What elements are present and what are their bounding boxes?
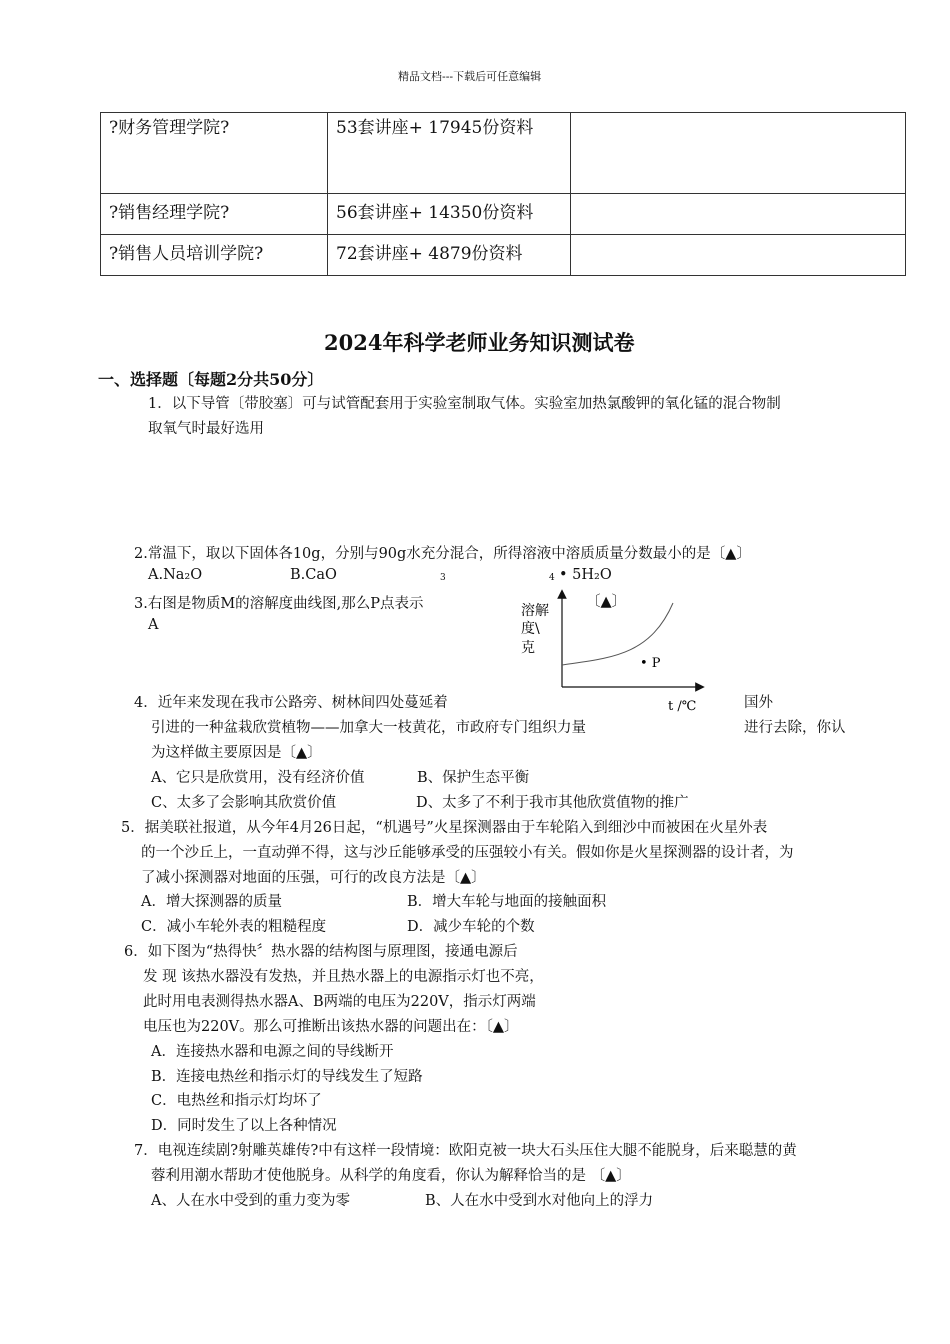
solubility-graph bbox=[515, 588, 715, 713]
resource-table bbox=[100, 112, 906, 276]
q7-option-b: B、人在水中受到水对他向上的浮力 bbox=[425, 1193, 654, 1209]
table-cell: 72套讲座+ 4879份资料 bbox=[328, 235, 571, 276]
q5-line-3: 了减小探测器对地面的压强，可行的改良方法是〔▲〕 bbox=[141, 870, 486, 886]
q3-option-a: A bbox=[148, 617, 159, 633]
q6-option-d: D．同时发生了以上各种情况 bbox=[151, 1118, 337, 1134]
q6-line-3: 此时用电表测得热水器A、B两端的电压为220V，指示灯两端 bbox=[143, 994, 536, 1010]
q2-option-d: • 5H₂O bbox=[559, 567, 612, 583]
table-cell: ?销售人员培训学院? bbox=[101, 235, 328, 276]
y-label-1: 溶解 bbox=[521, 603, 549, 619]
q6-line-1: 6．如下图为“热得快〞热水器的结构图与原理图，接通电源后 bbox=[124, 944, 518, 960]
q4-option-d: D、太多了不利于我市其他欣赏值物的推广 bbox=[416, 795, 689, 811]
section-heading: 一、选择题〔每题2分共50分〕 bbox=[98, 370, 324, 389]
q4-line-2: 引进的一种盆栽欣赏植物——加拿大一枝黄花，市政府专门组织力量 bbox=[151, 720, 586, 736]
table-row bbox=[101, 235, 906, 276]
q7-option-a: A、人在水中受到的重力变为零 bbox=[151, 1193, 350, 1209]
q4-line-1: 4．近年来发现在我市公路旁、树林间四处蔓延着 bbox=[134, 695, 448, 711]
q6-line-2: 发 现 该热水器没有发热，并且热水器上的电源指示灯也不亮， bbox=[143, 969, 544, 985]
q4-option-a: A、它只是欣赏用，没有经济价值 bbox=[151, 770, 365, 786]
q5-line-2: 的一个沙丘上，一直动弹不得，这与沙丘能够承受的压强较小有关。假如你是火星探测器的设计者，为 bbox=[141, 845, 794, 861]
q1-line-2: 取氧气时最好选用 bbox=[148, 421, 264, 437]
q5-line-1: 5．据美联社报道，从今年4月26日起，“机遇号”火星探测器由于车轮陷入到细沙中而被困在火星外表 bbox=[121, 820, 768, 836]
q7-line-1: 7．电视连续剧?射雕英雄传?中有这样一段情境：欧阳克被一块大石头压住大腿不能脱身，后来聪慧的黄 bbox=[134, 1143, 797, 1159]
q6-option-c: C．电热丝和指示灯均坏了 bbox=[151, 1093, 322, 1109]
q4-line-1-right: 国外 bbox=[744, 695, 773, 711]
y-label-2: 度\ bbox=[521, 621, 540, 637]
q3-stem: 3.右图是物质M的溶解度曲线图,那么P点表示 bbox=[134, 596, 424, 612]
q2-option-c-fragment: 3 bbox=[440, 573, 446, 583]
q2-option-b: B.CaO bbox=[290, 567, 337, 583]
q6-line-4: 电压也为220V。那么可推断出该热水器的问题出在：〔▲〕 bbox=[143, 1019, 519, 1035]
q4-line-2-right: 进行去除，你认 bbox=[744, 720, 846, 736]
q2-option-d-fragment: 4 bbox=[549, 573, 555, 583]
q6-option-a: A．连接热水器和电源之间的导线断开 bbox=[151, 1044, 394, 1060]
page-title: 2024年科学老师业务知识测试卷 bbox=[324, 330, 635, 355]
q1-line-1: 1．以下导管〔带胶塞〕可与试管配套用于实验室制取气体。实验室加热氯酸钾的氧化锰的混合物制 bbox=[148, 396, 781, 412]
table-row bbox=[101, 194, 906, 235]
q3-answer-blank: 〔▲〕 bbox=[586, 594, 627, 610]
page-header: 精品文档---下载后可任意编辑 bbox=[398, 70, 542, 83]
q2-option-a: A.Na₂O bbox=[148, 567, 203, 583]
q4-line-3: 为这样做主要原因是〔▲〕 bbox=[151, 745, 322, 761]
q2-stem: 2.常温下，取以下固体各10g，分别与90g水充分混合，所得溶液中溶质质量分数最小的是〔▲〕 bbox=[134, 546, 751, 562]
table-cell: 56套讲座+ 14350份资料 bbox=[328, 194, 571, 235]
x-label: t /℃ bbox=[668, 699, 697, 713]
q5-option-a: A．增大探测器的质量 bbox=[141, 894, 282, 910]
q7-line-2: 蓉利用潮水帮助才使他脱身。从科学的角度看，你认为解释恰当的是 〔▲〕 bbox=[151, 1168, 631, 1184]
q5-option-d: D．减少车轮的个数 bbox=[407, 919, 535, 935]
table-cell bbox=[571, 194, 906, 235]
q5-option-c: C．减小车轮外表的粗糙程度 bbox=[141, 919, 327, 935]
table-cell: ?财务管理学院? bbox=[101, 113, 328, 194]
q4-option-b: B、保护生态平衡 bbox=[417, 770, 530, 786]
y-label-3: 克 bbox=[521, 640, 535, 656]
table-row bbox=[101, 113, 906, 194]
point-p-label: • P bbox=[640, 656, 661, 671]
q4-option-c: C、太多了会影响其欣赏价值 bbox=[151, 795, 337, 811]
table-cell bbox=[571, 235, 906, 276]
table-cell bbox=[571, 113, 906, 194]
table-cell: ?销售经理学院? bbox=[101, 194, 328, 235]
q6-option-b: B．连接电热丝和指示灯的导线发生了短路 bbox=[151, 1069, 423, 1085]
table-cell: 53套讲座+ 17945份资料 bbox=[328, 113, 571, 194]
q5-option-b: B．增大车轮与地面的接触面积 bbox=[407, 894, 607, 910]
